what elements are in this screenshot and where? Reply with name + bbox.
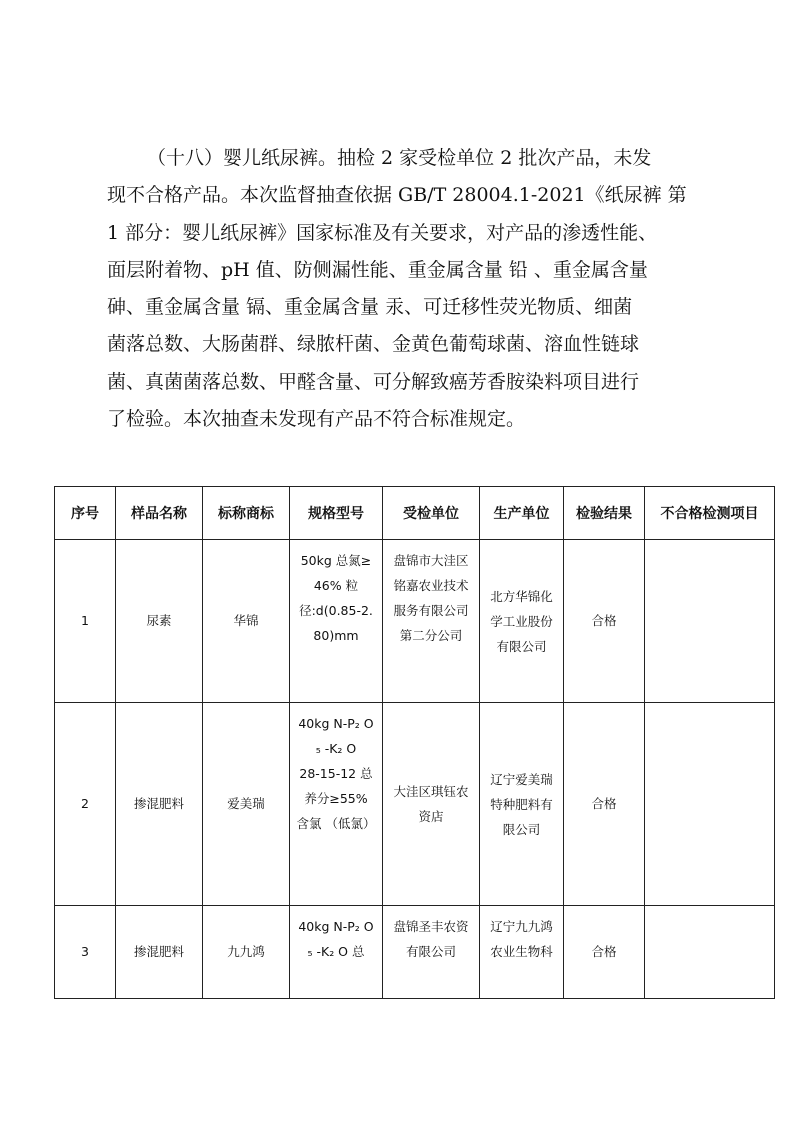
cell-inspected-unit (383, 906, 480, 999)
cell-no: 1 (55, 540, 116, 703)
paragraph-line: 砷、重金属含量 镉、重金属含量 汞、可迁移性荧光物质、细菌 (107, 296, 633, 319)
table-row (55, 703, 775, 906)
cell-line: 有限公司 (496, 638, 547, 654)
paragraph-line: 面层附着物、pH 值、防侧漏性能、重金属含量 铅 、重金属含量 (107, 258, 648, 281)
header-cell-producer: 生产单位 (480, 487, 564, 540)
paragraph-line: 菌落总数、大肠菌群、绿脓杆菌、金黄色葡萄球菌、溶血性链球 (107, 333, 640, 356)
cell-brand: 爱美瑞 (203, 703, 290, 906)
table-row (55, 540, 775, 703)
cell-result: 合格 (564, 906, 645, 999)
cell-line: 46% 粒 (313, 578, 359, 593)
paragraph-line: （十八）婴儿纸尿裤。抽检 2 家受检单位 2 批次产品，未发 (147, 147, 652, 169)
header-cell-failed-items: 不合格检测项目 (645, 487, 775, 540)
cell-failed-items (645, 540, 775, 703)
header-cell-brand: 标称商标 (203, 487, 290, 540)
cell-line: 50kg 总氮≥ (300, 553, 372, 568)
cell-line: ₅ -K₂ O 总 (307, 944, 365, 959)
table-row (55, 906, 775, 999)
cell-name: 尿素 (116, 540, 203, 703)
cell-line: 资店 (418, 809, 444, 824)
cell-line: 第二分公司 (399, 628, 463, 643)
paragraph-line: 菌、真菌菌落总数、甲醛含量、可分解致癌芳香胺染料项目进行 (107, 370, 640, 393)
cell-line: 28-15-12 总 (299, 766, 373, 781)
header-cell-name: 样品名称 (116, 487, 203, 540)
paragraph-line: 1 部分：婴儿纸尿裤》国家标准及有关要求，对产品的渗透性能、 (107, 221, 658, 244)
cell-producer (480, 703, 564, 906)
cell-line: 径:d(0.85-2. (299, 603, 373, 618)
body-paragraph (107, 140, 697, 438)
cell-line: 40kg N-P₂ O (298, 919, 374, 934)
header-cell-no: 序号 (55, 487, 116, 540)
cell-brand: 九九鸿 (203, 906, 290, 999)
cell-line: 服务有限公司 (393, 603, 469, 618)
header-cell-inspected-unit: 受检单位 (383, 487, 480, 540)
table-header-row (55, 487, 775, 540)
cell-line: ₅ -K₂ O (315, 741, 357, 756)
header-cell-spec: 规格型号 (290, 487, 383, 540)
cell-name: 掺混肥料 (116, 906, 203, 999)
cell-producer (480, 906, 564, 999)
cell-spec (290, 703, 383, 906)
cell-line: 特种肥料有 (490, 796, 553, 812)
cell-line: 大洼区琪钰农 (393, 784, 469, 799)
cell-name: 掺混肥料 (116, 703, 203, 906)
cell-line: 学工业股份 (490, 613, 553, 629)
cell-line: 北方华锦化 (490, 588, 553, 604)
header-cell-result: 检验结果 (564, 487, 645, 540)
cell-failed-items (645, 906, 775, 999)
results-table (54, 486, 775, 999)
cell-no: 3 (55, 906, 116, 999)
cell-line: 80)mm (313, 628, 359, 643)
cell-line: 辽宁爱美瑞 (490, 771, 553, 787)
cell-producer (480, 540, 564, 703)
cell-spec (290, 540, 383, 703)
cell-no: 2 (55, 703, 116, 906)
cell-line: 农业生物科 (490, 944, 553, 959)
cell-result: 合格 (564, 540, 645, 703)
paragraph-line: 了检验。本次抽查未发现有产品不符合标准规定。 (107, 408, 526, 431)
cell-inspected-unit (383, 540, 480, 703)
cell-inspected-unit (383, 703, 480, 906)
cell-line: 辽宁九九鸿 (490, 919, 553, 934)
cell-line: 盘锦圣丰农资 (393, 919, 469, 934)
cell-line: 有限公司 (405, 944, 456, 959)
cell-result: 合格 (564, 703, 645, 906)
cell-line: 铭嘉农业技术 (393, 578, 469, 593)
cell-failed-items (645, 703, 775, 906)
cell-spec (290, 906, 383, 999)
cell-line: 盘锦市大洼区 (393, 553, 469, 568)
cell-line: 限公司 (502, 821, 541, 837)
cell-brand: 华锦 (203, 540, 290, 703)
cell-line: 养分≥55% (304, 791, 368, 806)
cell-line: 含氯 （低氯） (296, 816, 376, 831)
paragraph-line: 现不合格产品。本次监督抽查依据 GB/T 28004.1-2021《纸尿裤 第 (107, 184, 687, 207)
cell-line: 40kg N-P₂ O (298, 716, 374, 731)
